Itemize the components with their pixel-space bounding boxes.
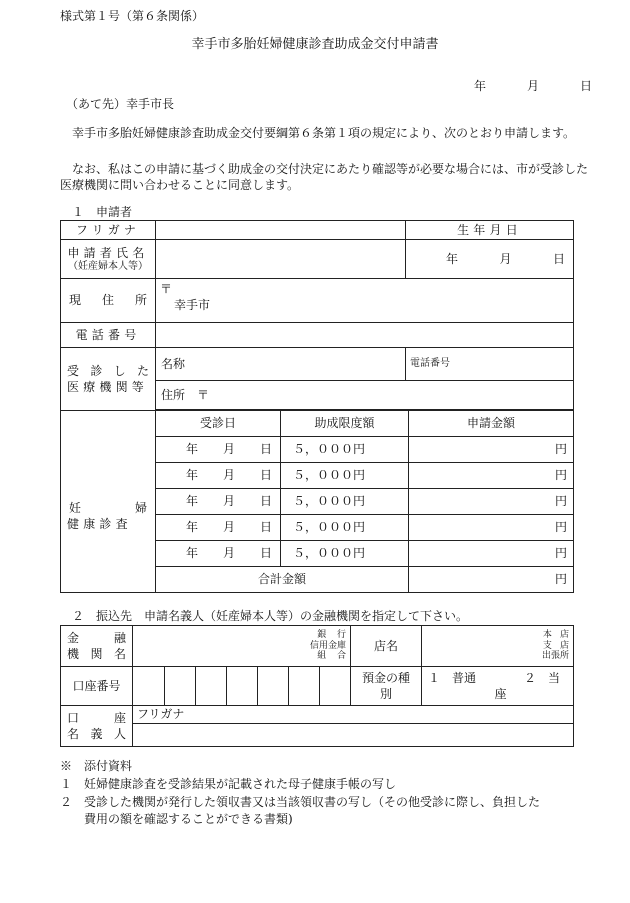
institution-label-2: 機 関 名 [67,647,126,661]
applicant-name-label-cell [61,240,156,279]
page-title: 幸手市多胎妊婦健康診査助成金交付申請書 [191,37,439,52]
col-amount-header: 申請金額 [409,410,574,437]
checkup-amount-input[interactable]: 円 [409,489,574,515]
clinic-name-input[interactable] [156,348,406,381]
clinic-phone-label: 電話番号 [410,358,450,370]
birth-day-label: 日 [552,251,565,266]
furigana-input[interactable] [156,221,406,240]
account-digit-input[interactable] [196,667,227,706]
date-month-label: 月 [527,79,540,93]
checkup-date-input[interactable]: 年 月 日 [156,515,281,541]
branch-type-honten: 本店 [542,630,578,641]
branch-type-shuchojo: 出張所 [541,651,569,662]
applicant-name-sublabel: （妊産婦本人等） [68,261,148,273]
checkup-limit: ５，０００円 [281,489,409,515]
applicant-section-title: １ 申請者 [72,205,133,219]
intro-paragraph-1: 幸手市多胎妊婦健康診査助成金交付要綱第６条第１項の規定により、次のとおり申請します。 [60,126,576,140]
col-limit-header: 助成限度額 [281,410,409,437]
checkup-date-input[interactable]: 年 月 日 [156,437,281,463]
form-number: 様式第１号（第６条関係） [60,9,205,23]
checkup-label-cell [61,410,156,593]
applicant-name-input[interactable] [156,240,406,279]
address-label-cell [61,279,156,323]
attachment-item-2-line-2: 費用の額を確認することができる書類) [84,812,293,826]
clinic-label-cell [61,348,156,411]
checkup-limit: ５，０００円 [281,463,409,489]
date-day-label: 日 [580,79,593,93]
branch-label: 店名 [351,626,422,667]
account-digit-input[interactable] [289,667,320,706]
deposit-type-options[interactable] [422,667,574,706]
birthdate-label: 生年月日 [406,221,574,240]
bank-type-shinkin: 信用金庫 [309,640,346,651]
clinic-label-1: 受 診 し た [67,363,149,378]
checkup-limit: ５，０００円 [281,515,409,541]
bank-section-title: ２ 振込先 申請名義人（妊産婦本人等）の金融機関を指定して下さい。 [72,609,469,623]
attachments-title: ※ 添付資料 [60,759,133,773]
institution-label-1: 金 融 [67,630,126,645]
checkup-amount-input[interactable]: 円 [409,437,574,463]
date-year-label: 年 [474,79,487,93]
checkup-table [60,409,574,593]
postal-mark: 〒 [160,282,173,296]
col-date-header: 受診日 [156,410,281,437]
branch-type-shiten: 支店 [542,640,578,651]
checkup-date-input[interactable]: 年 月 日 [156,489,281,515]
deposit-option-line-2: 座 [494,687,507,701]
institution-label-cell [61,626,133,667]
attachment-item-1: １ 妊婦健康診査を受診結果が記載された母子健康手帳の写し [60,777,397,791]
checkup-amount-input[interactable]: 円 [409,515,574,541]
clinic-name-label: 名称 [161,356,186,371]
account-digit-input[interactable] [133,667,165,706]
holder-label-cell [61,706,133,747]
checkup-label-2: 健康診査 [67,516,132,531]
checkup-date-input[interactable]: 年 月 日 [156,541,281,567]
clinic-address-label: 住所 〒 [161,388,210,403]
clinic-label-2: 医療機関等 [67,380,149,394]
city-name: 幸手市 [174,298,211,313]
clinic-address-input[interactable] [156,381,574,411]
birth-year-label: 年 [446,251,459,266]
branch-input[interactable] [422,626,578,667]
holder-name-input[interactable] [133,724,574,747]
account-digit-input[interactable] [165,667,196,706]
furigana-label: フリガナ [61,221,156,240]
attachment-item-2-line-1: ２ 受診した機関が発行した領収書又は当該領収書の写し（その他受診に際し、負担した [60,795,541,809]
addressee: （あて先）幸手市長 [66,97,175,111]
holder-furigana-input[interactable] [133,706,574,724]
account-number-label: 口座番号 [61,667,133,706]
address-label: 現 住 所 [69,293,147,308]
deposit-type-label-2: 別 [379,687,392,701]
bank-type-bank: 銀行 [317,630,357,641]
bank-type-kumiai: 組合 [317,651,357,662]
checkup-date-input[interactable]: 年 月 日 [156,463,281,489]
applicant-table [60,220,574,411]
clinic-phone-input[interactable] [406,348,574,381]
account-digit-input[interactable] [227,667,258,706]
checkup-amount-input[interactable]: 円 [409,541,574,567]
holder-label-1: 口 座 [67,710,126,725]
address-input[interactable] [156,279,574,323]
phone-input[interactable] [156,323,574,348]
intro-paragraph-2: なお、私はこの申請に基づく助成金の交付決定にあたり確認等が必要な場合には、市が受診した医療機関に問い合わせることに同意します。 [60,162,589,193]
holder-label-2: 名 義 人 [67,727,126,741]
account-digit-input[interactable] [320,667,351,706]
institution-name-input[interactable] [133,626,357,667]
checkup-label-1: 妊 婦 [69,500,147,515]
applicant-name-label: 申請者氏名 [67,245,149,260]
checkup-amount-input[interactable]: 円 [409,463,574,489]
phone-label: 電話番号 [61,323,156,348]
birth-month-label: 月 [499,251,512,266]
birthdate-input[interactable] [406,240,574,279]
total-amount-input[interactable]: 円 [409,567,574,593]
bank-table [60,625,578,747]
checkup-limit: ５，０００円 [281,541,409,567]
deposit-option-line-1: １ 普通 ２ 当 [428,670,561,685]
total-label: 合計金額 [156,567,409,593]
checkup-limit: ５，０００円 [281,437,409,463]
deposit-type-label-1: 預金の種 [361,670,410,685]
account-digit-input[interactable] [258,667,289,706]
deposit-type-label-cell [351,667,422,706]
holder-furigana-label: フリガナ [137,707,185,722]
